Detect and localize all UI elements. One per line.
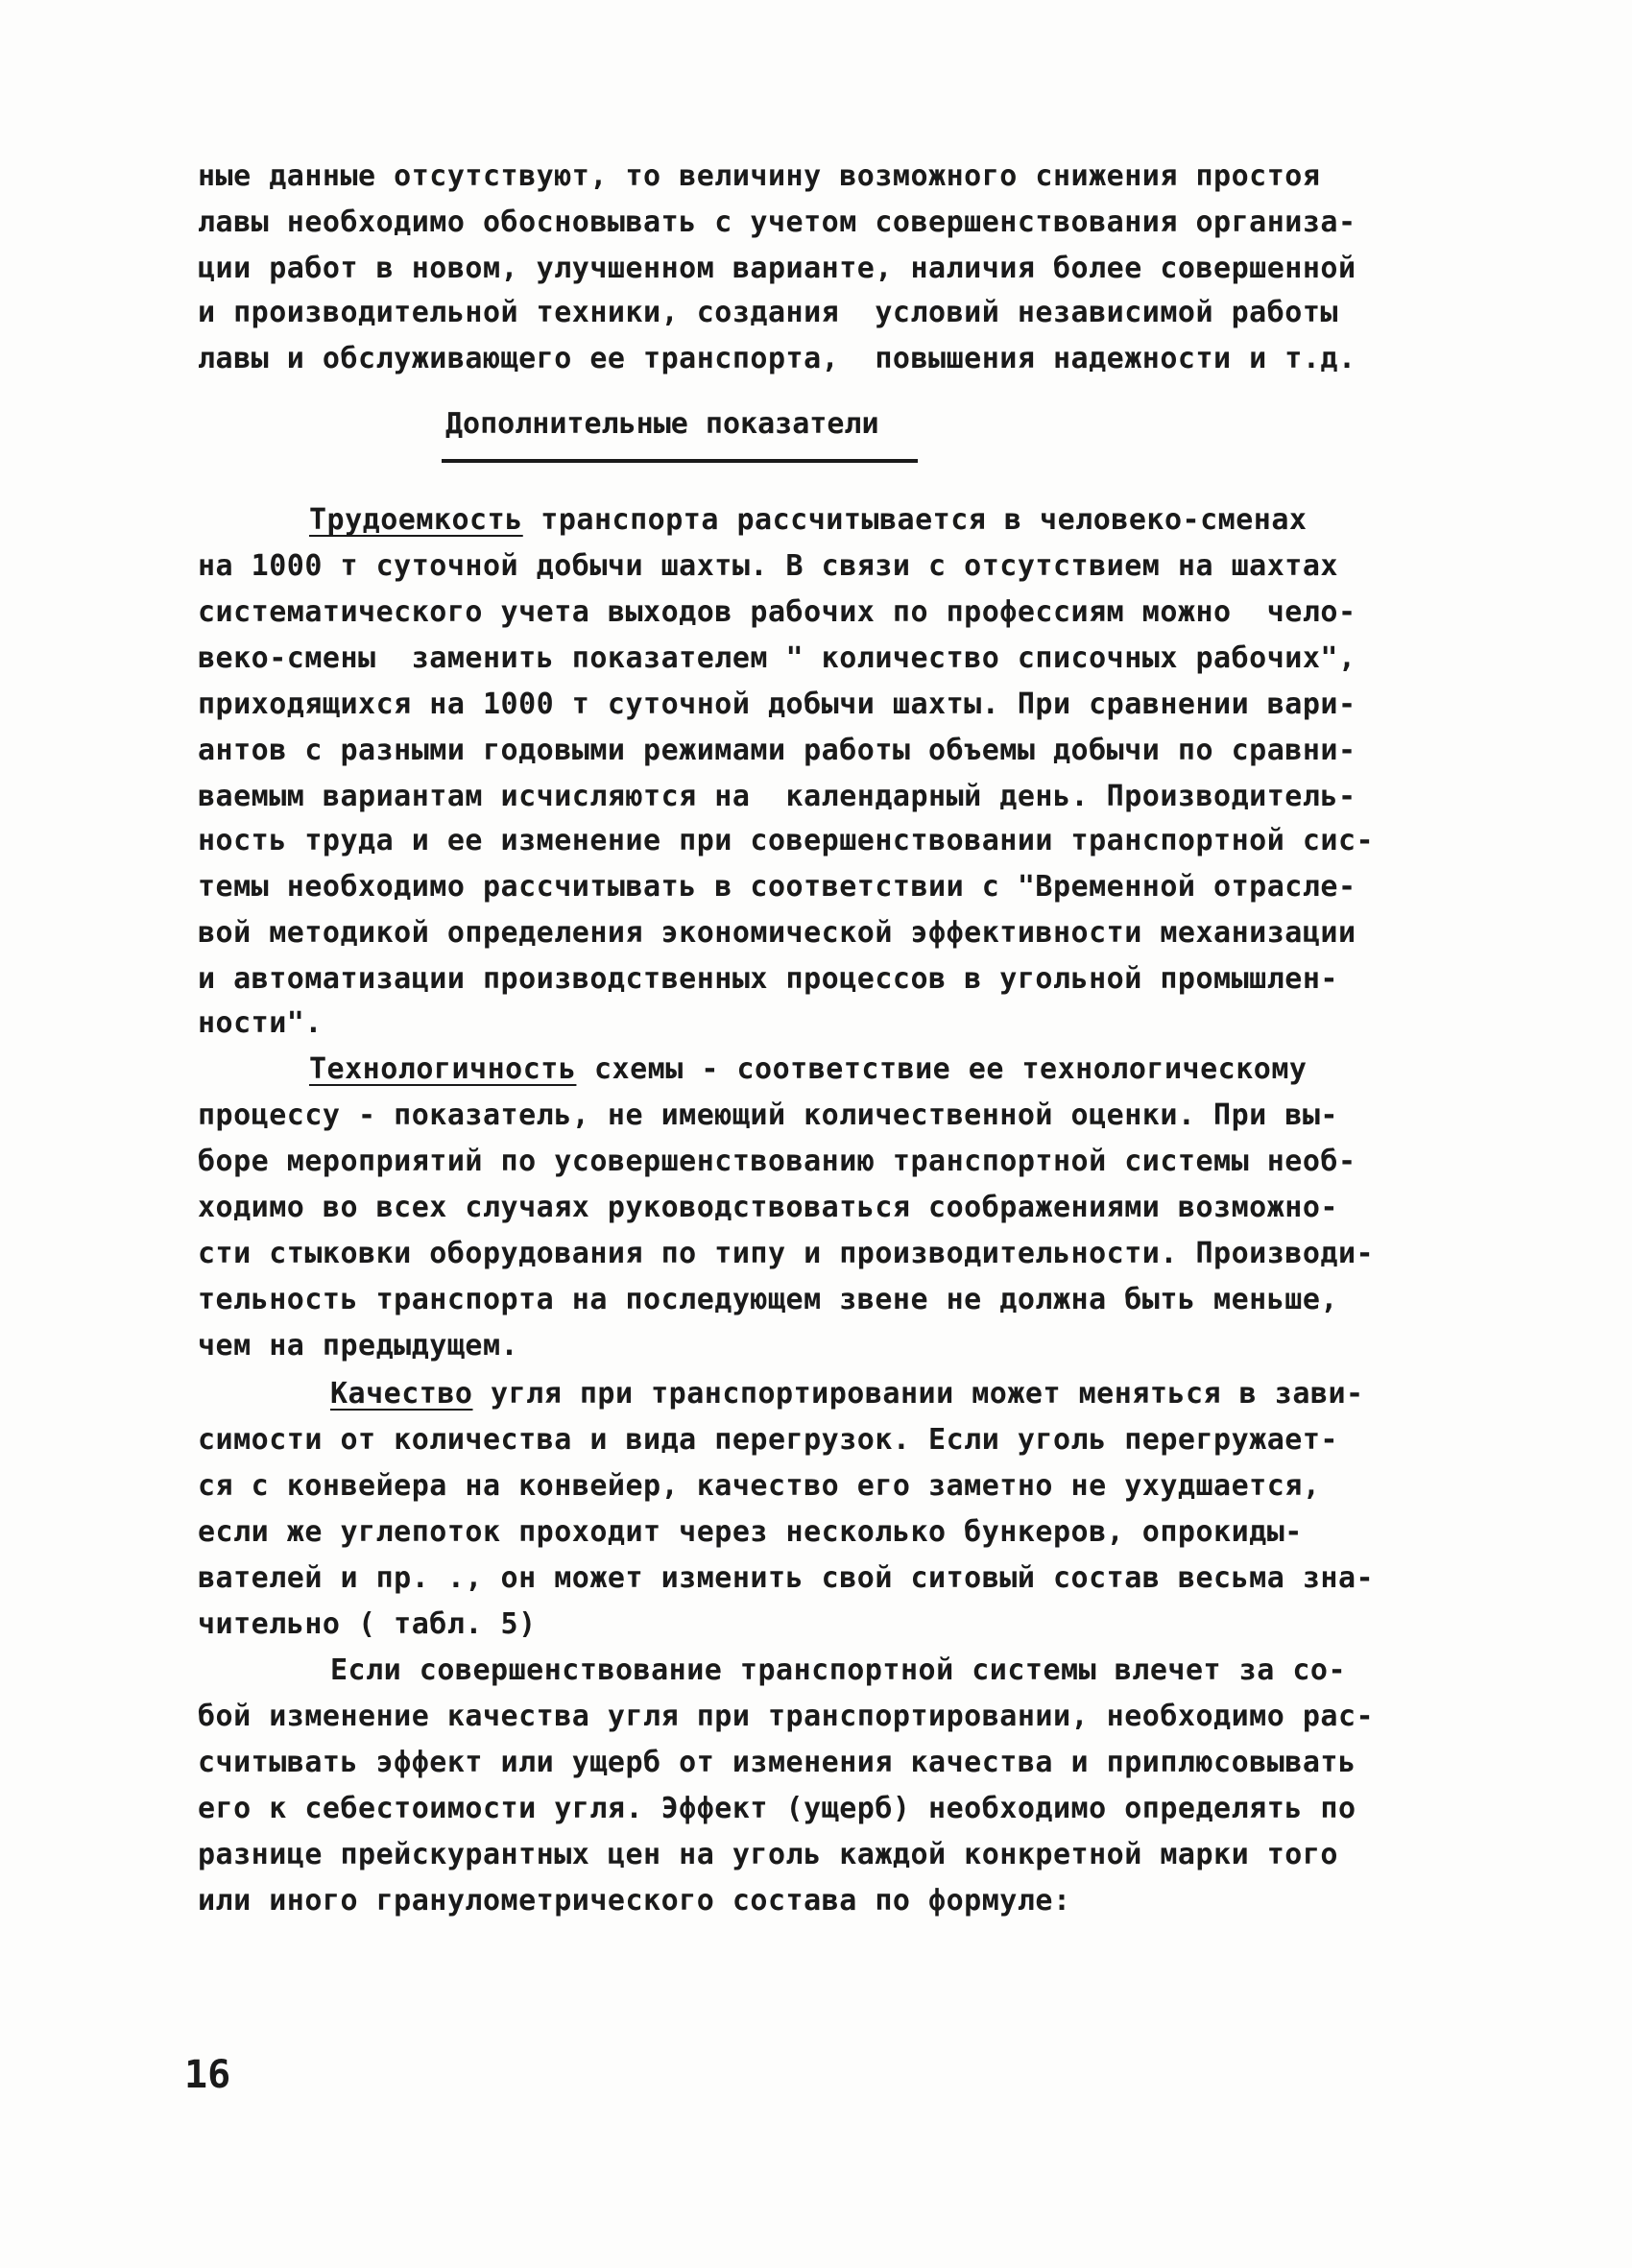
page-number: 16 (184, 2053, 231, 2097)
paragraph-first-line: Трудоемкость транспорта рассчитывается в человеко-сменах (309, 503, 1308, 537)
text-line: лавы необходимо обосновывать с учетом совершенствования организа- (198, 205, 1356, 239)
text-line: ваемым вариантам исчисляются на календарный день. Производитель- (198, 780, 1356, 813)
text-line: на 1000 т суточной добычи шахты. В связи с отсутствием на шахтах (198, 549, 1338, 583)
text-line: ность труда и ее изменение при совершенствовании транспортной сис- (198, 824, 1375, 857)
text-line: считывать эффект или ущерб от изменения качества и приплюсовывать (198, 1746, 1356, 1779)
term-labor-intensity: Трудоемкость (309, 503, 523, 537)
text-line: тельность транспорта на последующем звене не должна быть меньше, (198, 1283, 1338, 1316)
text-line: темы необходимо рассчитывать в соответствии с "Временной отрасле- (198, 870, 1356, 904)
paragraph-first-line: Качество угля при транспортировании может меняться в зави- (330, 1377, 1364, 1411)
text-line: и автоматизации производственных процессов в угольной промышлен- (198, 962, 1338, 996)
text-line: ходимо во всех случаях руководствоваться соображениями возможно- (198, 1191, 1338, 1224)
text-line: вателей и пр. ., он может изменить свой ситовый состав весьма зна- (198, 1561, 1375, 1595)
heading-underline (442, 459, 918, 463)
text-line: ции работ в новом, улучшенном варианте, наличия более совершенной (198, 252, 1356, 285)
text-line: веко-смены заменить показателем " количество списочных рабочих", (198, 641, 1356, 675)
text-line: если же углепоток проходит через несколько бункеров, опрокиды- (198, 1515, 1303, 1549)
text-line: ся с конвейера на конвейер, качество его заметно не ухудшается, (198, 1469, 1321, 1503)
text-line: чем на предыдущем. (198, 1329, 519, 1363)
paragraph-first-line: Технологичность схемы - соответствие ее технологическому (309, 1052, 1308, 1086)
text-line: симости от количества и вида перегрузок. Если уголь перегружает- (198, 1423, 1338, 1457)
text-line: или иного гранулометрического состава по формуле: (198, 1884, 1071, 1918)
text-line: приходящихся на 1000 т суточной добычи шахты. При сравнении вари- (198, 688, 1356, 721)
term-technological: Технологичность (309, 1052, 577, 1086)
text-line: бой изменение качества угля при транспортировании, необходимо рас- (198, 1700, 1375, 1733)
text-line: боре мероприятий по усовершенствованию транспортной системы необ- (198, 1145, 1356, 1178)
text-line: ные данные отсутствуют, то величину возможного снижения простоя (198, 159, 1321, 193)
text-line: разнице прейскурантных цен на уголь каждой конкретной марки того (198, 1838, 1338, 1871)
term-quality: Качество (330, 1377, 473, 1411)
text-line: вой методикой определения экономической эффективности механизации (198, 916, 1356, 950)
text-line: и производительной техники, создания условий независимой работы (198, 296, 1338, 329)
text-line: систематического учета выходов рабочих по профессиям можно чело- (198, 595, 1356, 629)
text-line: его к себестоимости угля. Эффект (ущерб) необходимо определять по (198, 1792, 1356, 1825)
text-line: антов с разными годовыми режимами работы объемы добычи по сравни- (198, 734, 1356, 767)
text-line: сти стыковки оборудования по типу и производительности. Производи- (198, 1237, 1375, 1270)
text-line: чительно ( табл. 5) (198, 1607, 537, 1641)
section-heading: Дополнительные показатели (445, 407, 879, 441)
text-line: процессу - показатель, не имеющий количественной оценки. При вы- (198, 1098, 1338, 1132)
paragraph-first-line: Если совершенствование транспортной системы влечет за со- (330, 1653, 1347, 1687)
text-line: лавы и обслуживающего ее транспорта, повышения надежности и т.д. (198, 342, 1356, 375)
text-line: ности". (198, 1006, 323, 1040)
